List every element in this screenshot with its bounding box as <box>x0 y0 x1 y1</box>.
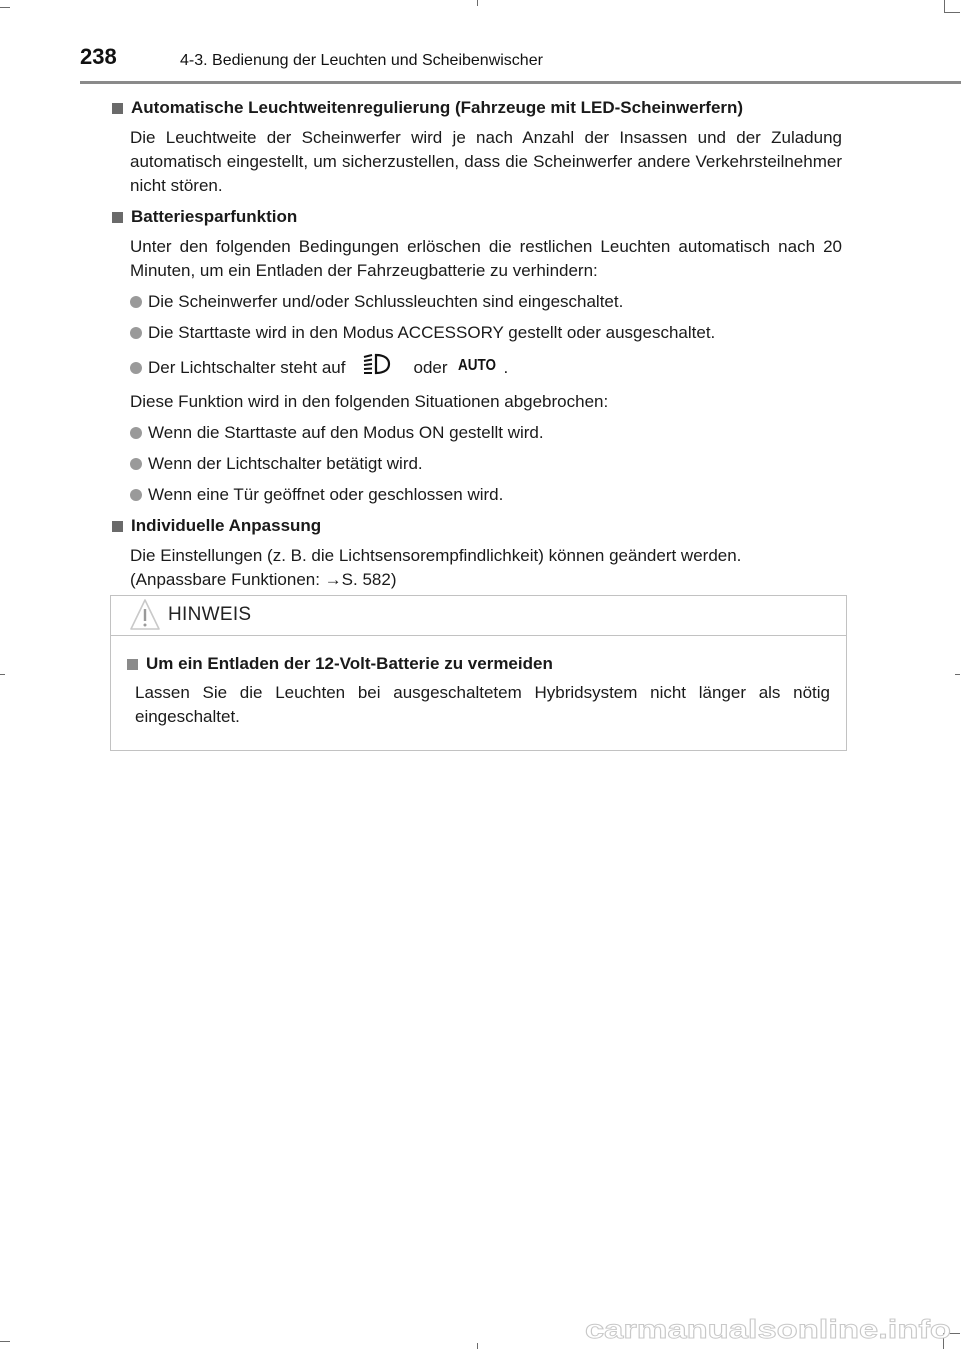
crop-mark <box>477 1343 478 1349</box>
warning-triangle-icon <box>129 598 161 637</box>
notice-heading-text: Um ein Entladen der 12-Volt-Batterie zu vermeiden <box>146 654 553 673</box>
square-bullet-icon <box>112 103 123 114</box>
round-bullet-icon <box>130 458 142 470</box>
round-bullet-icon <box>130 489 142 501</box>
list-item-text: oder <box>413 357 448 377</box>
round-bullet-icon <box>130 296 142 308</box>
page-number: 238 <box>80 44 117 69</box>
section-heading-anpassung <box>110 514 842 538</box>
watermark <box>585 1314 955 1344</box>
crop-mark <box>0 1341 10 1342</box>
section-heading-text: Automatische Leuchtweitenregulierung (Fahrzeuge mit LED-Scheinwerfern) <box>131 98 744 117</box>
section-heading-batteriespar <box>110 205 842 229</box>
list-item <box>110 483 842 507</box>
paragraph-text: Die Einstellungen (z. B. die Lichtsensorempfindlichkeit) können geändert werden. <box>130 546 742 565</box>
running-title: 4-3. Bedienung der Leuchten und Scheibenwischer <box>180 52 543 69</box>
paragraph: Diese Funktion wird in den folgenden Situationen abgebrochen: <box>130 392 609 411</box>
list-item <box>110 321 842 345</box>
notice-box <box>110 595 847 751</box>
watermark-text: carmanualsonline.info <box>585 1314 951 1344</box>
list-item <box>110 421 842 445</box>
list-item-text: Die Scheinwerfer und/oder Schlussleuchten sind eingeschaltet. <box>148 292 624 311</box>
crop-mark <box>944 0 945 12</box>
crop-mark <box>477 0 478 6</box>
list-item <box>110 452 842 476</box>
list-item <box>110 290 842 314</box>
section-heading-leuchtweite <box>110 96 842 120</box>
crop-mark <box>0 7 10 8</box>
notice-header <box>111 596 846 636</box>
square-bullet-icon <box>112 212 123 223</box>
crop-mark <box>944 12 960 13</box>
paragraph: Unter den folgenden Bedingungen erlöschen die restlichen Leuchten automatisch nach 20 Minuten, um ein Entladen der Fahrzeugbatterie zu verhindern: <box>130 237 842 280</box>
headlight-icon <box>361 352 393 383</box>
auto-icon-label: AUTO <box>457 357 496 374</box>
list-item <box>110 352 842 383</box>
notice-heading <box>127 652 830 676</box>
square-bullet-icon <box>112 521 123 532</box>
round-bullet-icon <box>130 427 142 439</box>
round-bullet-icon <box>130 362 142 374</box>
section-heading-text: Batteriesparfunktion <box>131 207 298 226</box>
list-item-text: Der Lichtschalter steht auf <box>148 357 346 377</box>
round-bullet-icon <box>130 327 142 339</box>
list-item-text: Die Starttaste wird in den Modus ACCESSORY gestellt oder ausgeschaltet. <box>148 323 716 342</box>
paragraph: Die Leuchtweite der Scheinwerfer wird je nach Anzahl der Insassen und der Zuladung automatisch eingestellt, um sicherzustellen, dass die Scheinwerfer andere Verkehrsteilnehmer nicht stören. <box>130 128 842 195</box>
notice-paragraph: Lassen Sie die Leuchten bei ausgeschaltetem Hybridsystem nicht länger als nötig eingeschaltet. <box>135 683 830 726</box>
section-heading-text: Individuelle Anpassung <box>131 516 322 535</box>
notice-body <box>111 636 846 729</box>
list-item-text: Wenn der Lichtschalter betätigt wird. <box>148 454 423 473</box>
page-content <box>110 96 842 599</box>
auto-light-icon <box>458 354 498 381</box>
square-bullet-icon <box>127 659 138 670</box>
crop-mark <box>0 674 5 675</box>
crop-mark <box>955 674 960 675</box>
list-item-text: Wenn die Starttaste auf den Modus ON gestellt wird. <box>148 423 544 442</box>
page-reference-link[interactable]: (Anpassbare Funktionen: →S. 582) <box>130 570 397 589</box>
paragraph <box>110 544 842 592</box>
notice-title: HINWEIS <box>168 604 252 625</box>
header-rule <box>80 81 961 84</box>
list-item-text: . <box>503 357 509 377</box>
list-item-text: Wenn eine Tür geöffnet oder geschlossen wird. <box>148 485 504 504</box>
